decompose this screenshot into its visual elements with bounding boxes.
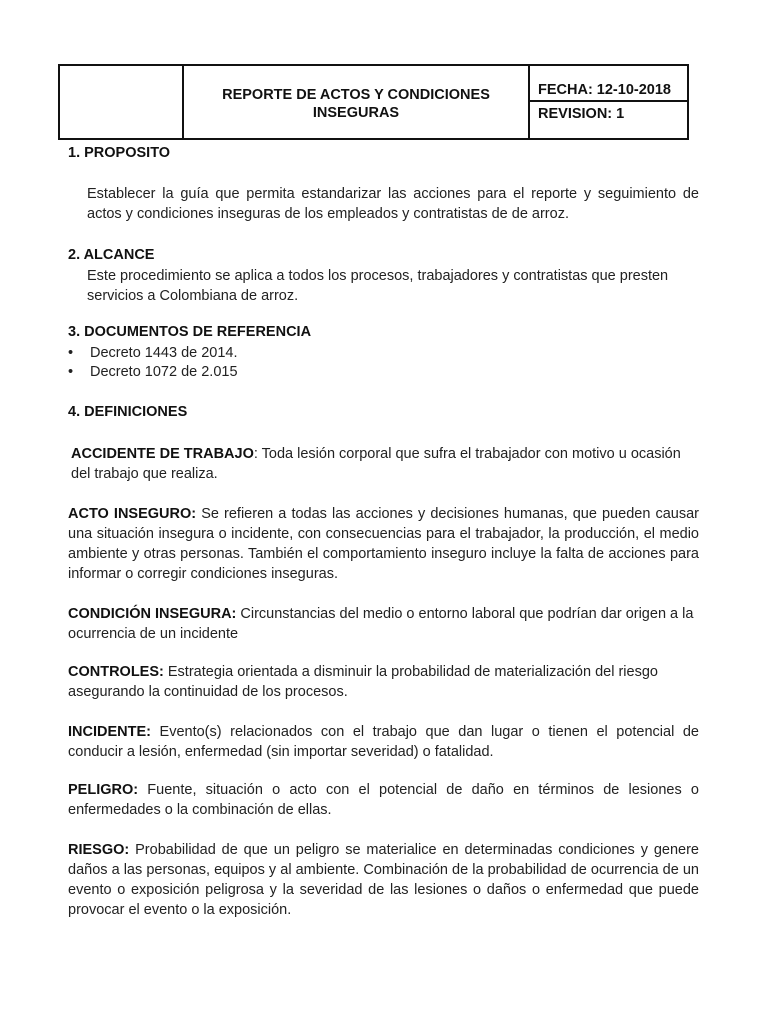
definition-text: Estrategia orientada a disminuir la probabilidad de materialización del riesgo asegurando la continuidad de los procesos. — [68, 664, 658, 700]
list-item: • Decreto 1072 de 2.015 — [68, 363, 699, 382]
definition-term: RIESGO: — [68, 842, 130, 858]
definition-term: INCIDENTE: — [68, 724, 151, 740]
section-text-alcance: Este procedimiento se aplica a todos los procesos, trabajadores y contratistas que presten servicios a Colombiana de arroz. — [87, 268, 669, 304]
definition-accidente — [68, 444, 699, 484]
definition-separator: : — [253, 446, 262, 462]
document-body — [68, 142, 699, 920]
section-heading-definiciones: 4. DEFINICIONES — [68, 404, 188, 420]
definition-condicion-insegura — [68, 604, 699, 644]
document-title-line2: INSEGURAS — [312, 105, 400, 121]
definition-term: CONTROLES: — [68, 664, 164, 680]
revision-value: REVISION: 1 — [538, 106, 625, 122]
section-heading-alcance: 2. ALCANCE — [68, 247, 155, 263]
definition-text: Circunstancias del medio o entorno laboral que podrían dar origen a la ocurrencia de un incidente — [68, 606, 694, 642]
definition-term: PELIGRO: — [68, 782, 139, 798]
document-title — [183, 65, 529, 139]
definition-text: Evento(s) relacionados con el trabajo que dan lugar o tienen el potencial de conducir a lesión, enfermedad (sin importar severidad) o fatalidad. — [68, 724, 699, 760]
section-heading-proposito: 1. PROPOSITO — [68, 145, 171, 161]
definition-controles — [68, 662, 699, 702]
logo-cell — [59, 65, 183, 139]
definition-term: CONDICIÓN INSEGURA: — [68, 606, 237, 622]
definition-incidente — [68, 722, 699, 762]
definition-term: ACCIDENTE DE TRABAJO — [71, 446, 254, 462]
document-title-line1: REPORTE DE ACTOS Y CONDICIONES — [222, 87, 490, 103]
definition-separator — [151, 724, 160, 740]
definition-text: Probabilidad de que un peligro se materialice en determinadas condiciones y genere daños a las personas, equipos y al ambiente. Combinación de la probabilidad de ocurrencia de un evento o exposición peligrosa y la severidad de las lesiones o daños o enfermedad que puede provocar el evento o la exposición. — [68, 842, 699, 918]
document-header-table — [58, 64, 689, 140]
fecha-value: FECHA: 12-10-2018 — [538, 82, 671, 98]
section-text-proposito: Establecer la guía que permita estandarizar las acciones para el reporte y seguimiento de actos y condiciones inseguras de los empleados y contratistas de de arroz. — [87, 186, 699, 222]
meta-cell — [529, 65, 688, 139]
definition-term: ACTO INSEGURO: — [68, 506, 197, 522]
definition-riesgo — [68, 840, 699, 920]
section-heading-documentos: 3. DOCUMENTOS DE REFERENCIA — [68, 324, 312, 340]
documentos-list — [68, 344, 699, 382]
definition-text: Fuente, situación o acto con el potencial de daño en términos de lesiones o enfermedades o la combinación de ellas. — [68, 782, 699, 818]
definition-text: Toda lesión corporal que sufra el trabajador con motivo u ocasión del trabajo que realiza. — [71, 446, 681, 482]
list-item: • Decreto 1443 de 2014. — [68, 344, 699, 363]
definition-acto-inseguro — [68, 504, 699, 584]
definition-text: Se refieren a todas las acciones y decisiones humanas, que pueden causar una situación insegura o incidente, con consecuencias para el trabajador, la producción, el medio ambiente y otras personas. También el comportamiento inseguro incluye la falta de acciones para informar o corregir condiciones inseguras. — [68, 506, 699, 582]
fecha-row — [530, 66, 687, 102]
revision-row — [530, 102, 687, 138]
definition-separator — [138, 782, 147, 798]
definition-peligro — [68, 780, 699, 820]
